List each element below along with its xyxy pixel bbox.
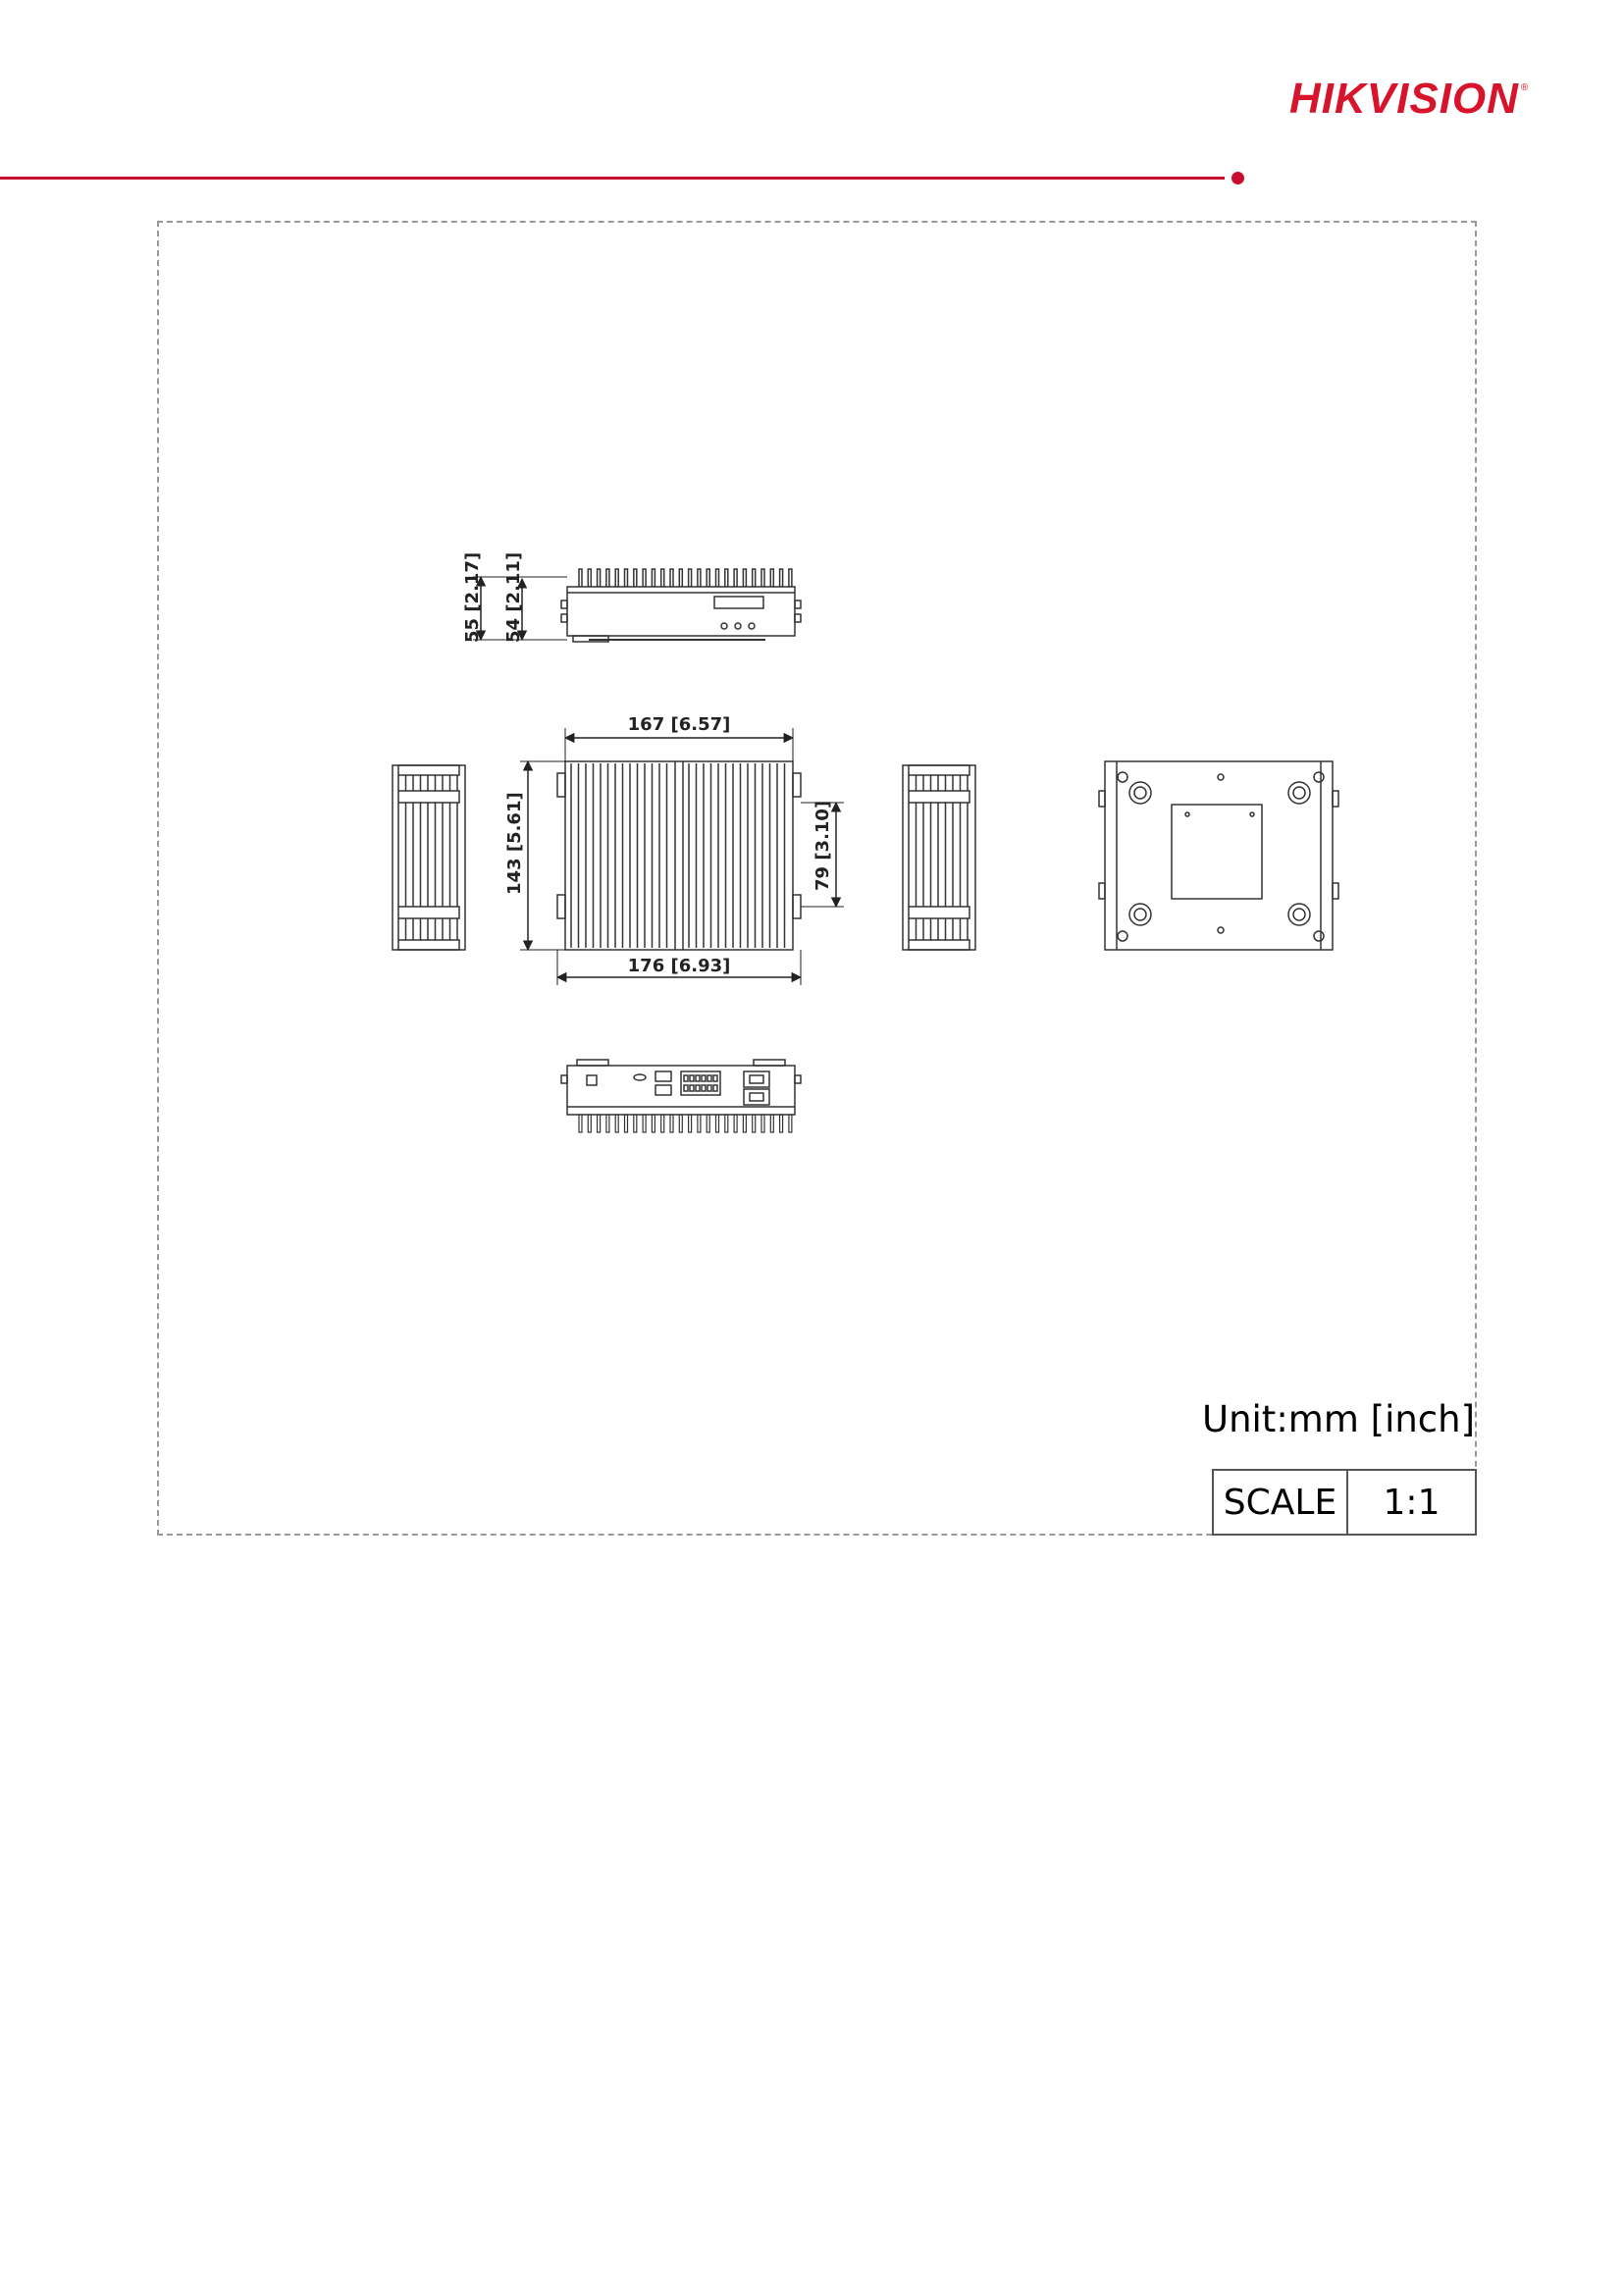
right-side-view (903, 765, 975, 950)
dim-left-height: 143 [5.61] (504, 792, 525, 895)
front-view-dimensions (462, 552, 567, 643)
unit-label: Unit:mm [inch] (1202, 1398, 1476, 1440)
plan-view (557, 761, 801, 950)
front-view (561, 569, 801, 642)
bottom-view (1099, 761, 1338, 950)
dim-top-height-outer: 55 [2.17] (462, 551, 483, 643)
registered-mark: ® (1520, 82, 1530, 93)
left-side-view (393, 765, 465, 950)
rear-view (561, 1060, 801, 1115)
dim-bottom-width: 176 [6.93] (627, 956, 731, 976)
rear-view-fins (579, 1115, 792, 1132)
dim-top-height-inner: 54 [2.11] (503, 551, 524, 643)
dim-top-width: 167 [6.57] (627, 714, 731, 735)
scale-table (1212, 1469, 1477, 1536)
scale-label: SCALE (1214, 1471, 1348, 1534)
brand-name: HIKVISION (1289, 75, 1519, 123)
scale-value: 1:1 (1383, 1482, 1441, 1523)
dim-right-height: 79 [3.10] (812, 800, 833, 891)
